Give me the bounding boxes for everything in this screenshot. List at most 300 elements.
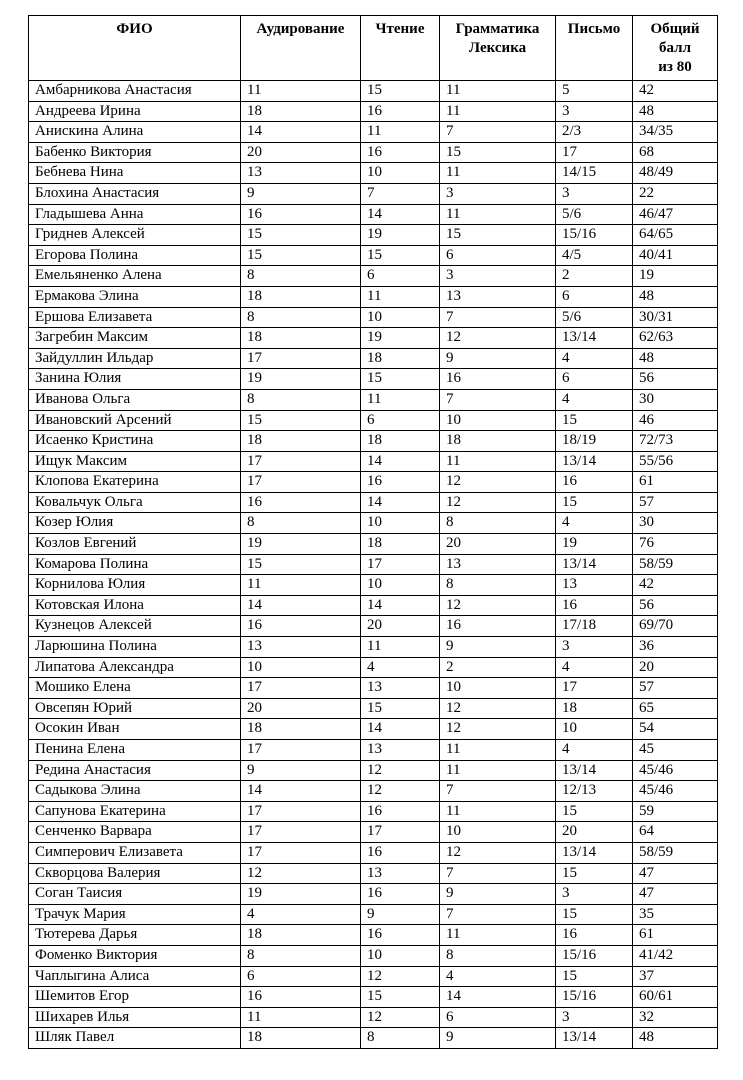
cell-name: Скворцова Валерия bbox=[29, 863, 241, 884]
cell-total: 30/31 bbox=[633, 307, 718, 328]
cell-reading: 16 bbox=[361, 142, 440, 163]
cell-name: Корнилова Юлия bbox=[29, 575, 241, 596]
cell-listening: 16 bbox=[241, 987, 361, 1008]
cell-listening: 14 bbox=[241, 595, 361, 616]
cell-name: Амбарникова Анастасия bbox=[29, 81, 241, 102]
cell-total: 76 bbox=[633, 534, 718, 555]
cell-name: Сапунова Екатерина bbox=[29, 801, 241, 822]
cell-listening: 15 bbox=[241, 245, 361, 266]
cell-listening: 18 bbox=[241, 719, 361, 740]
cell-listening: 18 bbox=[241, 1028, 361, 1049]
cell-reading: 16 bbox=[361, 801, 440, 822]
cell-name: Ермакова Элина bbox=[29, 286, 241, 307]
cell-listening: 17 bbox=[241, 348, 361, 369]
cell-name: Кузнецов Алексей bbox=[29, 616, 241, 637]
cell-grammar: 10 bbox=[440, 822, 556, 843]
cell-total: 45 bbox=[633, 740, 718, 761]
cell-listening: 18 bbox=[241, 101, 361, 122]
table-row bbox=[29, 904, 718, 925]
cell-total: 48 bbox=[633, 101, 718, 122]
cell-grammar: 12 bbox=[440, 698, 556, 719]
table-row bbox=[29, 842, 718, 863]
cell-total: 69/70 bbox=[633, 616, 718, 637]
cell-total: 37 bbox=[633, 966, 718, 987]
cell-reading: 11 bbox=[361, 389, 440, 410]
header-writing-label: Письмо bbox=[567, 21, 621, 37]
cell-writing: 13/14 bbox=[556, 554, 633, 575]
cell-listening: 11 bbox=[241, 1007, 361, 1028]
table-row bbox=[29, 225, 718, 246]
cell-grammar: 10 bbox=[440, 410, 556, 431]
table-row bbox=[29, 163, 718, 184]
cell-listening: 6 bbox=[241, 966, 361, 987]
cell-grammar: 8 bbox=[440, 945, 556, 966]
cell-total: 45/46 bbox=[633, 781, 718, 802]
cell-total: 32 bbox=[633, 1007, 718, 1028]
cell-name: Зайдуллин Ильдар bbox=[29, 348, 241, 369]
cell-reading: 12 bbox=[361, 966, 440, 987]
cell-grammar: 9 bbox=[440, 637, 556, 658]
cell-reading: 14 bbox=[361, 492, 440, 513]
cell-total: 48 bbox=[633, 1028, 718, 1049]
cell-name: Комарова Полина bbox=[29, 554, 241, 575]
table-body bbox=[29, 81, 718, 1049]
cell-reading: 16 bbox=[361, 884, 440, 905]
cell-name: Шихарев Илья bbox=[29, 1007, 241, 1028]
cell-writing: 3 bbox=[556, 884, 633, 905]
table-row bbox=[29, 142, 718, 163]
cell-total: 58/59 bbox=[633, 554, 718, 575]
cell-grammar: 18 bbox=[440, 431, 556, 452]
cell-grammar: 12 bbox=[440, 492, 556, 513]
header-total-line2: балл bbox=[659, 40, 691, 56]
cell-listening: 14 bbox=[241, 781, 361, 802]
cell-total: 56 bbox=[633, 595, 718, 616]
cell-reading: 12 bbox=[361, 781, 440, 802]
table-row bbox=[29, 575, 718, 596]
cell-writing: 3 bbox=[556, 101, 633, 122]
cell-grammar: 13 bbox=[440, 554, 556, 575]
cell-total: 65 bbox=[633, 698, 718, 719]
cell-listening: 13 bbox=[241, 637, 361, 658]
cell-listening: 16 bbox=[241, 492, 361, 513]
cell-total: 58/59 bbox=[633, 842, 718, 863]
cell-name: Ищук Максим bbox=[29, 451, 241, 472]
table-row bbox=[29, 801, 718, 822]
cell-reading: 18 bbox=[361, 348, 440, 369]
cell-writing: 5/6 bbox=[556, 204, 633, 225]
table-row bbox=[29, 328, 718, 349]
cell-name: Анискина Алина bbox=[29, 122, 241, 143]
cell-total: 30 bbox=[633, 513, 718, 534]
cell-writing: 13/14 bbox=[556, 760, 633, 781]
cell-name: Гладышева Анна bbox=[29, 204, 241, 225]
header-reading bbox=[361, 16, 440, 81]
cell-listening: 17 bbox=[241, 822, 361, 843]
cell-reading: 10 bbox=[361, 513, 440, 534]
cell-grammar: 11 bbox=[440, 740, 556, 761]
cell-name: Чаплыгина Алиса bbox=[29, 966, 241, 987]
cell-total: 64/65 bbox=[633, 225, 718, 246]
cell-total: 48/49 bbox=[633, 163, 718, 184]
cell-reading: 16 bbox=[361, 925, 440, 946]
cell-grammar: 9 bbox=[440, 348, 556, 369]
cell-writing: 13/14 bbox=[556, 842, 633, 863]
cell-grammar: 11 bbox=[440, 204, 556, 225]
cell-writing: 3 bbox=[556, 1007, 633, 1028]
table-row bbox=[29, 204, 718, 225]
cell-reading: 20 bbox=[361, 616, 440, 637]
table-row bbox=[29, 183, 718, 204]
table-row bbox=[29, 698, 718, 719]
cell-listening: 10 bbox=[241, 657, 361, 678]
cell-writing: 20 bbox=[556, 822, 633, 843]
cell-name: Мошико Елена bbox=[29, 678, 241, 699]
cell-writing: 15 bbox=[556, 904, 633, 925]
header-total-line1: Общий bbox=[650, 21, 700, 37]
cell-reading: 8 bbox=[361, 1028, 440, 1049]
cell-reading: 15 bbox=[361, 81, 440, 102]
cell-reading: 11 bbox=[361, 286, 440, 307]
cell-listening: 8 bbox=[241, 266, 361, 287]
table-row bbox=[29, 245, 718, 266]
table-row bbox=[29, 945, 718, 966]
cell-listening: 9 bbox=[241, 760, 361, 781]
cell-total: 57 bbox=[633, 492, 718, 513]
cell-writing: 6 bbox=[556, 369, 633, 390]
cell-listening: 16 bbox=[241, 616, 361, 637]
cell-name: Блохина Анастасия bbox=[29, 183, 241, 204]
table-row bbox=[29, 534, 718, 555]
cell-listening: 8 bbox=[241, 945, 361, 966]
cell-name: Гриднев Алексей bbox=[29, 225, 241, 246]
cell-grammar: 10 bbox=[440, 678, 556, 699]
cell-name: Ивановский Арсений bbox=[29, 410, 241, 431]
cell-grammar: 16 bbox=[440, 369, 556, 390]
cell-reading: 19 bbox=[361, 225, 440, 246]
cell-grammar: 7 bbox=[440, 863, 556, 884]
table-row bbox=[29, 348, 718, 369]
cell-grammar: 7 bbox=[440, 781, 556, 802]
cell-writing: 5 bbox=[556, 81, 633, 102]
cell-listening: 17 bbox=[241, 740, 361, 761]
cell-name: Занина Юлия bbox=[29, 369, 241, 390]
cell-writing: 4 bbox=[556, 657, 633, 678]
cell-listening: 17 bbox=[241, 801, 361, 822]
table-row bbox=[29, 286, 718, 307]
cell-name: Липатова Александра bbox=[29, 657, 241, 678]
cell-total: 45/46 bbox=[633, 760, 718, 781]
cell-reading: 12 bbox=[361, 1007, 440, 1028]
cell-name: Фоменко Виктория bbox=[29, 945, 241, 966]
cell-total: 60/61 bbox=[633, 987, 718, 1008]
cell-grammar: 7 bbox=[440, 307, 556, 328]
cell-writing: 2/3 bbox=[556, 122, 633, 143]
cell-name: Бебнева Нина bbox=[29, 163, 241, 184]
cell-name: Овсепян Юрий bbox=[29, 698, 241, 719]
cell-reading: 16 bbox=[361, 842, 440, 863]
scores-table bbox=[28, 15, 718, 1049]
cell-grammar: 13 bbox=[440, 286, 556, 307]
cell-grammar: 12 bbox=[440, 595, 556, 616]
table-row bbox=[29, 1028, 718, 1049]
cell-writing: 18/19 bbox=[556, 431, 633, 452]
cell-grammar: 11 bbox=[440, 81, 556, 102]
cell-total: 61 bbox=[633, 925, 718, 946]
cell-total: 47 bbox=[633, 863, 718, 884]
table-row bbox=[29, 554, 718, 575]
cell-listening: 17 bbox=[241, 451, 361, 472]
cell-writing: 13 bbox=[556, 575, 633, 596]
cell-grammar: 4 bbox=[440, 966, 556, 987]
cell-reading: 15 bbox=[361, 369, 440, 390]
cell-total: 68 bbox=[633, 142, 718, 163]
cell-total: 57 bbox=[633, 678, 718, 699]
table-row bbox=[29, 1007, 718, 1028]
cell-reading: 13 bbox=[361, 863, 440, 884]
cell-writing: 4/5 bbox=[556, 245, 633, 266]
cell-listening: 20 bbox=[241, 698, 361, 719]
cell-total: 55/56 bbox=[633, 451, 718, 472]
table-row bbox=[29, 369, 718, 390]
cell-writing: 17 bbox=[556, 142, 633, 163]
cell-name: Егорова Полина bbox=[29, 245, 241, 266]
cell-name: Загребин Максим bbox=[29, 328, 241, 349]
cell-name: Трачук Мария bbox=[29, 904, 241, 925]
header-total bbox=[633, 16, 718, 81]
table-row bbox=[29, 719, 718, 740]
cell-listening: 14 bbox=[241, 122, 361, 143]
cell-reading: 10 bbox=[361, 575, 440, 596]
cell-grammar: 11 bbox=[440, 163, 556, 184]
table-row bbox=[29, 822, 718, 843]
cell-total: 46/47 bbox=[633, 204, 718, 225]
cell-reading: 10 bbox=[361, 163, 440, 184]
cell-reading: 18 bbox=[361, 534, 440, 555]
cell-writing: 2 bbox=[556, 266, 633, 287]
cell-writing: 4 bbox=[556, 348, 633, 369]
cell-listening: 4 bbox=[241, 904, 361, 925]
cell-name: Бабенко Виктория bbox=[29, 142, 241, 163]
cell-name: Осокин Иван bbox=[29, 719, 241, 740]
cell-total: 22 bbox=[633, 183, 718, 204]
table-row bbox=[29, 781, 718, 802]
cell-writing: 5/6 bbox=[556, 307, 633, 328]
cell-listening: 20 bbox=[241, 142, 361, 163]
cell-reading: 14 bbox=[361, 719, 440, 740]
table-row bbox=[29, 513, 718, 534]
cell-grammar: 8 bbox=[440, 513, 556, 534]
cell-grammar: 12 bbox=[440, 719, 556, 740]
cell-writing: 4 bbox=[556, 389, 633, 410]
cell-reading: 9 bbox=[361, 904, 440, 925]
table-row bbox=[29, 431, 718, 452]
cell-total: 56 bbox=[633, 369, 718, 390]
cell-listening: 8 bbox=[241, 389, 361, 410]
cell-reading: 17 bbox=[361, 822, 440, 843]
cell-listening: 19 bbox=[241, 884, 361, 905]
cell-reading: 18 bbox=[361, 431, 440, 452]
cell-writing: 19 bbox=[556, 534, 633, 555]
cell-listening: 9 bbox=[241, 183, 361, 204]
cell-writing: 4 bbox=[556, 740, 633, 761]
table-row bbox=[29, 101, 718, 122]
table-row bbox=[29, 966, 718, 987]
cell-reading: 10 bbox=[361, 307, 440, 328]
table-row bbox=[29, 389, 718, 410]
cell-reading: 6 bbox=[361, 266, 440, 287]
cell-writing: 10 bbox=[556, 719, 633, 740]
cell-writing: 15 bbox=[556, 410, 633, 431]
cell-grammar: 12 bbox=[440, 842, 556, 863]
cell-name: Садыкова Элина bbox=[29, 781, 241, 802]
table-row bbox=[29, 616, 718, 637]
cell-total: 48 bbox=[633, 348, 718, 369]
cell-total: 34/35 bbox=[633, 122, 718, 143]
cell-name: Козлов Евгений bbox=[29, 534, 241, 555]
table-row bbox=[29, 81, 718, 102]
cell-name: Тютерева Дарья bbox=[29, 925, 241, 946]
header-grammar-line1: Грамматика bbox=[455, 21, 540, 37]
cell-grammar: 3 bbox=[440, 266, 556, 287]
cell-reading: 11 bbox=[361, 637, 440, 658]
cell-total: 36 bbox=[633, 637, 718, 658]
cell-writing: 15/16 bbox=[556, 987, 633, 1008]
table-row bbox=[29, 122, 718, 143]
cell-total: 64 bbox=[633, 822, 718, 843]
table-row bbox=[29, 595, 718, 616]
cell-name: Емельяненко Алена bbox=[29, 266, 241, 287]
cell-grammar: 16 bbox=[440, 616, 556, 637]
table-row bbox=[29, 492, 718, 513]
cell-writing: 15 bbox=[556, 492, 633, 513]
cell-reading: 7 bbox=[361, 183, 440, 204]
cell-name: Соган Таисия bbox=[29, 884, 241, 905]
cell-name: Котовская Илона bbox=[29, 595, 241, 616]
table-row bbox=[29, 925, 718, 946]
cell-name: Клопова Екатерина bbox=[29, 472, 241, 493]
table-row bbox=[29, 307, 718, 328]
cell-reading: 15 bbox=[361, 245, 440, 266]
cell-writing: 15/16 bbox=[556, 945, 633, 966]
cell-reading: 17 bbox=[361, 554, 440, 575]
cell-grammar: 15 bbox=[440, 142, 556, 163]
cell-grammar: 8 bbox=[440, 575, 556, 596]
cell-listening: 13 bbox=[241, 163, 361, 184]
cell-reading: 6 bbox=[361, 410, 440, 431]
cell-grammar: 12 bbox=[440, 328, 556, 349]
cell-writing: 15 bbox=[556, 863, 633, 884]
table-row bbox=[29, 657, 718, 678]
table-row bbox=[29, 863, 718, 884]
cell-writing: 16 bbox=[556, 595, 633, 616]
cell-name: Ковальчук Ольга bbox=[29, 492, 241, 513]
cell-grammar: 11 bbox=[440, 451, 556, 472]
header-name-label: ФИО bbox=[116, 21, 153, 37]
cell-reading: 12 bbox=[361, 760, 440, 781]
cell-reading: 11 bbox=[361, 122, 440, 143]
table-row bbox=[29, 884, 718, 905]
cell-grammar: 11 bbox=[440, 760, 556, 781]
header-reading-label: Чтение bbox=[375, 21, 425, 37]
table-row bbox=[29, 760, 718, 781]
cell-writing: 13/14 bbox=[556, 1028, 633, 1049]
cell-writing: 17/18 bbox=[556, 616, 633, 637]
cell-reading: 13 bbox=[361, 678, 440, 699]
cell-listening: 18 bbox=[241, 925, 361, 946]
header-grammar-line2: Лексика bbox=[468, 40, 527, 56]
cell-name: Сенченко Варвара bbox=[29, 822, 241, 843]
cell-reading: 14 bbox=[361, 451, 440, 472]
table-row bbox=[29, 451, 718, 472]
cell-reading: 13 bbox=[361, 740, 440, 761]
cell-reading: 15 bbox=[361, 698, 440, 719]
header-listening bbox=[241, 16, 361, 81]
cell-grammar: 11 bbox=[440, 925, 556, 946]
cell-listening: 18 bbox=[241, 328, 361, 349]
cell-writing: 17 bbox=[556, 678, 633, 699]
cell-grammar: 9 bbox=[440, 1028, 556, 1049]
cell-reading: 14 bbox=[361, 204, 440, 225]
cell-listening: 12 bbox=[241, 863, 361, 884]
header-total-line3: из 80 bbox=[658, 59, 692, 75]
cell-reading: 19 bbox=[361, 328, 440, 349]
cell-listening: 8 bbox=[241, 307, 361, 328]
cell-name: Ершова Елизавета bbox=[29, 307, 241, 328]
cell-grammar: 12 bbox=[440, 472, 556, 493]
header-writing bbox=[556, 16, 633, 81]
cell-writing: 3 bbox=[556, 183, 633, 204]
cell-name: Шемитов Егор bbox=[29, 987, 241, 1008]
cell-writing: 15 bbox=[556, 966, 633, 987]
cell-grammar: 11 bbox=[440, 801, 556, 822]
cell-listening: 17 bbox=[241, 678, 361, 699]
cell-writing: 16 bbox=[556, 472, 633, 493]
header-name bbox=[29, 16, 241, 81]
table-row bbox=[29, 266, 718, 287]
cell-total: 42 bbox=[633, 575, 718, 596]
cell-listening: 15 bbox=[241, 225, 361, 246]
cell-name: Редина Анастасия bbox=[29, 760, 241, 781]
cell-writing: 18 bbox=[556, 698, 633, 719]
cell-grammar: 14 bbox=[440, 987, 556, 1008]
cell-grammar: 15 bbox=[440, 225, 556, 246]
cell-name: Пенина Елена bbox=[29, 740, 241, 761]
cell-name: Симперович Елизавета bbox=[29, 842, 241, 863]
cell-grammar: 11 bbox=[440, 101, 556, 122]
cell-grammar: 2 bbox=[440, 657, 556, 678]
cell-listening: 17 bbox=[241, 842, 361, 863]
cell-writing: 14/15 bbox=[556, 163, 633, 184]
cell-total: 41/42 bbox=[633, 945, 718, 966]
header-grammar bbox=[440, 16, 556, 81]
cell-grammar: 7 bbox=[440, 904, 556, 925]
cell-total: 42 bbox=[633, 81, 718, 102]
cell-total: 54 bbox=[633, 719, 718, 740]
cell-listening: 19 bbox=[241, 534, 361, 555]
cell-total: 62/63 bbox=[633, 328, 718, 349]
cell-listening: 19 bbox=[241, 369, 361, 390]
cell-total: 48 bbox=[633, 286, 718, 307]
cell-listening: 17 bbox=[241, 472, 361, 493]
cell-reading: 4 bbox=[361, 657, 440, 678]
cell-grammar: 9 bbox=[440, 884, 556, 905]
cell-total: 20 bbox=[633, 657, 718, 678]
cell-writing: 13/14 bbox=[556, 451, 633, 472]
cell-writing: 3 bbox=[556, 637, 633, 658]
cell-writing: 15/16 bbox=[556, 225, 633, 246]
cell-total: 35 bbox=[633, 904, 718, 925]
